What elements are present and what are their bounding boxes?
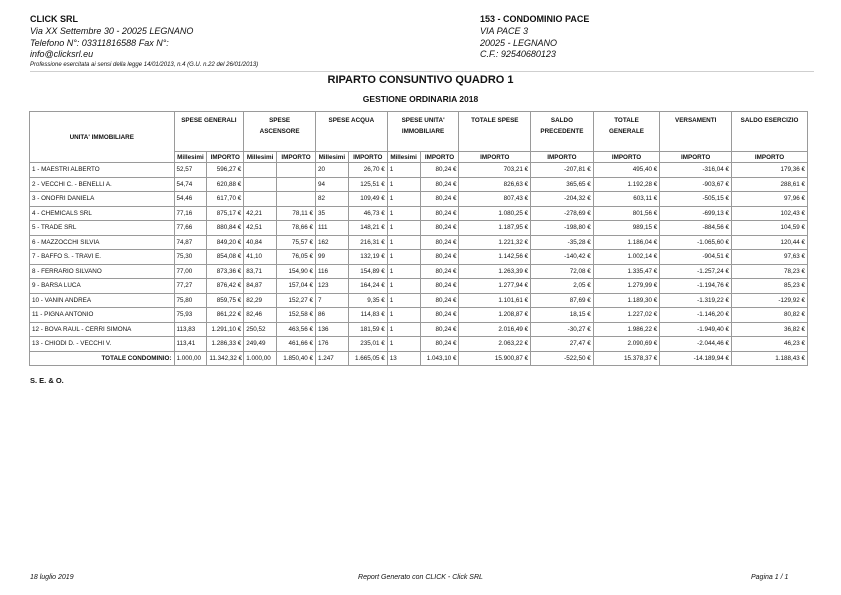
cell-importo: 80,24 € — [420, 192, 459, 207]
cell-saldo-precedente: 72,08 € — [531, 264, 594, 279]
cell-importo: 80,24 € — [420, 322, 459, 337]
total-versamenti: -14.189,94 € — [660, 351, 732, 366]
cell-millesimi: 1 — [387, 235, 420, 250]
cell-millesimi: 41,10 — [244, 250, 277, 265]
condo-block — [480, 14, 589, 61]
cell-saldo-precedente: -207,81 € — [531, 163, 594, 178]
col-totale-generale-header — [593, 112, 660, 152]
cell-importo — [277, 192, 316, 207]
cell-importo: 1.291,10 € — [207, 322, 244, 337]
cell-importo: 80,24 € — [420, 337, 459, 352]
total-importo: 1.043,10 € — [420, 351, 459, 366]
cell-importo: 80,24 € — [420, 221, 459, 236]
cell-saldo-precedente: 27,47 € — [531, 337, 594, 352]
table-row — [30, 206, 808, 221]
table-total-row — [30, 351, 808, 366]
cell-saldo-esercizio: 97,96 € — [732, 192, 808, 207]
cell-saldo-precedente: -204,32 € — [531, 192, 594, 207]
cell-importo: 80,24 € — [420, 163, 459, 178]
subheader-importo: IMPORTO — [459, 152, 531, 163]
cell-totale-spese: 703,21 € — [459, 163, 531, 178]
company-name: CLICK SRL — [30, 14, 78, 24]
condo-city: 20025 - LEGNANO — [480, 37, 558, 48]
cell-importo: 80,24 € — [420, 177, 459, 192]
cell-versamenti: -1.065,60 € — [660, 235, 732, 250]
table-row — [30, 279, 808, 294]
cell-totale-spese: 1.208,87 € — [459, 308, 531, 323]
cell-totale-generale: 1.189,30 € — [593, 293, 660, 308]
subheader-millesimi: Millesimi — [387, 152, 420, 163]
cell-millesimi: 1 — [387, 163, 420, 178]
cell-saldo-precedente: 87,69 € — [531, 293, 594, 308]
cell-totale-spese: 826,63 € — [459, 177, 531, 192]
cell-saldo-precedente: 18,15 € — [531, 308, 594, 323]
subheader-importo: IMPORTO — [348, 152, 387, 163]
cell-importo: 78,66 € — [277, 221, 316, 236]
cell-importo: 620,88 € — [207, 177, 244, 192]
table-row — [30, 177, 808, 192]
table-body — [30, 163, 808, 366]
cell-saldo-esercizio: 104,59 € — [732, 221, 808, 236]
cell-importo: 463,56 € — [277, 322, 316, 337]
cell-importo: 26,70 € — [348, 163, 387, 178]
cell-unit: 5 - TRADE SRL — [30, 221, 175, 236]
cell-importo: 80,24 € — [420, 264, 459, 279]
company-email: info@clicksrl.eu — [30, 49, 94, 60]
total-importo: 11.342,32 € — [207, 351, 244, 366]
company-legal-note: Professione esercitata ai sensi della legge 14/01/2013, n.4 (G.U. n.22 del 26/01/2013) — [30, 62, 259, 69]
cell-versamenti: -1.146,20 € — [660, 308, 732, 323]
table-row — [30, 264, 808, 279]
col-spese-generali-header: SPESE GENERALI — [174, 112, 244, 152]
cell-saldo-esercizio: 288,61 € — [732, 177, 808, 192]
cell-importo: 46,73 € — [348, 206, 387, 221]
report-title: RIPARTO CONSUNTIVO QUADRO 1 — [327, 74, 514, 86]
cell-millesimi: 116 — [315, 264, 348, 279]
table-header-row — [30, 112, 808, 152]
total-millesimi: 13 — [387, 351, 420, 366]
cell-saldo-precedente: -198,80 € — [531, 221, 594, 236]
cell-importo: 876,42 € — [207, 279, 244, 294]
cell-saldo-esercizio: 120,44 € — [732, 235, 808, 250]
cell-totale-generale: 603,11 € — [593, 192, 660, 207]
cell-millesimi: 75,93 — [174, 308, 207, 323]
cell-versamenti: -884,56 € — [660, 221, 732, 236]
cell-totale-generale: 1.986,22 € — [593, 322, 660, 337]
cell-millesimi: 249,49 — [244, 337, 277, 352]
cell-importo: 181,59 € — [348, 322, 387, 337]
cell-millesimi: 176 — [315, 337, 348, 352]
cell-millesimi: 1 — [387, 221, 420, 236]
cell-totale-spese: 1.187,95 € — [459, 221, 531, 236]
cell-saldo-esercizio: 78,23 € — [732, 264, 808, 279]
cell-importo: 157,04 € — [277, 279, 316, 294]
col-spese-acqua-header: SPESE ACQUA — [315, 112, 387, 152]
subheader-importo: IMPORTO — [277, 152, 316, 163]
saldo-line1: SALDO — [550, 117, 573, 124]
cell-millesimi: 75,80 — [174, 293, 207, 308]
cell-millesimi: 1 — [387, 177, 420, 192]
cell-millesimi: 250,52 — [244, 322, 277, 337]
table-row — [30, 293, 808, 308]
cell-millesimi: 1 — [387, 264, 420, 279]
total-millesimi: 1.000,00 — [174, 351, 207, 366]
cell-millesimi: 20 — [315, 163, 348, 178]
cell-saldo-precedente: -35,28 € — [531, 235, 594, 250]
cell-totale-generale: 1.186,04 € — [593, 235, 660, 250]
cell-importo: 873,36 € — [207, 264, 244, 279]
cell-millesimi: 54,46 — [174, 192, 207, 207]
footer-generated-by: Report Generato con CLICK - Click SRL — [358, 574, 483, 581]
cell-totale-spese: 2.063,22 € — [459, 337, 531, 352]
cell-versamenti: -2.044,46 € — [660, 337, 732, 352]
cell-totale-generale: 2.090,69 € — [593, 337, 660, 352]
total-saldo-precedente: -522,50 € — [531, 351, 594, 366]
cell-importo: 461,66 € — [277, 337, 316, 352]
cell-importo: 75,57 € — [277, 235, 316, 250]
errors-omissions-note: S. E. & O. — [30, 376, 64, 385]
table-row — [30, 322, 808, 337]
cell-versamenti: -903,67 € — [660, 177, 732, 192]
cell-millesimi: 1 — [387, 192, 420, 207]
total-totale-generale: 15.378,37 € — [593, 351, 660, 366]
condo-tax-code: C.F.: 92540680123 — [480, 49, 556, 60]
cell-saldo-esercizio: 80,82 € — [732, 308, 808, 323]
total-saldo-esercizio: 1.188,43 € — [732, 351, 808, 366]
cell-importo: 152,58 € — [277, 308, 316, 323]
cell-millesimi: 86 — [315, 308, 348, 323]
cell-importo: 1.286,33 € — [207, 337, 244, 352]
cell-unit: 1 - MAESTRI ALBERTO — [30, 163, 175, 178]
allocation-table — [29, 111, 808, 366]
cell-importo: 80,24 € — [420, 293, 459, 308]
cell-importo: 152,27 € — [277, 293, 316, 308]
company-address: Via XX Settembre 30 - 20025 LEGNANO — [30, 25, 194, 36]
cell-totale-generale: 1.279,99 € — [593, 279, 660, 294]
cell-millesimi: 136 — [315, 322, 348, 337]
cell-unit: 11 - PIGNA ANTONIO — [30, 308, 175, 323]
totale-generale-line1: TOTALE — [614, 117, 639, 124]
cell-versamenti: -1.949,40 € — [660, 322, 732, 337]
cell-importo: 80,24 € — [420, 279, 459, 294]
cell-totale-spese: 1.277,94 € — [459, 279, 531, 294]
cell-versamenti: -505,15 € — [660, 192, 732, 207]
cell-millesimi: 77,00 — [174, 264, 207, 279]
spese-ascensore-line1: SPESE — [269, 117, 291, 124]
subheader-importo: IMPORTO — [420, 152, 459, 163]
cell-millesimi: 52,57 — [174, 163, 207, 178]
total-millesimi: 1.000,00 — [244, 351, 277, 366]
cell-millesimi — [244, 163, 277, 178]
table-row — [30, 250, 808, 265]
subheader-millesimi: Millesimi — [174, 152, 207, 163]
cell-importo: 109,49 € — [348, 192, 387, 207]
cell-saldo-esercizio: -129,92 € — [732, 293, 808, 308]
cell-importo — [277, 177, 316, 192]
cell-saldo-esercizio: 36,82 € — [732, 322, 808, 337]
subheader-millesimi: Millesimi — [315, 152, 348, 163]
spese-ascensore-line2: ASCENSORE — [259, 128, 300, 135]
cell-millesimi: 113,41 — [174, 337, 207, 352]
cell-unit: 2 - VECCHI C. - BENELLI A. — [30, 177, 175, 192]
cell-totale-generale: 989,15 € — [593, 221, 660, 236]
cell-saldo-precedente: -30,27 € — [531, 322, 594, 337]
cell-versamenti: -316,04 € — [660, 163, 732, 178]
subheader-importo: IMPORTO — [531, 152, 594, 163]
cell-importo: 80,24 € — [420, 308, 459, 323]
cell-totale-spese: 1.080,25 € — [459, 206, 531, 221]
cell-saldo-precedente: 2,05 € — [531, 279, 594, 294]
subheader-importo: IMPORTO — [660, 152, 732, 163]
cell-versamenti: -1.319,22 € — [660, 293, 732, 308]
cell-unit: 6 - MAZZOCCHI SILVIA — [30, 235, 175, 250]
cell-importo: 76,05 € — [277, 250, 316, 265]
subheader-importo: IMPORTO — [207, 152, 244, 163]
cell-millesimi: 113,83 — [174, 322, 207, 337]
total-millesimi: 1.247 — [315, 351, 348, 366]
cell-importo: 80,24 € — [420, 235, 459, 250]
condo-street: VIA PACE 3 — [480, 25, 529, 36]
cell-importo: 9,35 € — [348, 293, 387, 308]
cell-millesimi: 82,46 — [244, 308, 277, 323]
col-spese-ascensore-header — [244, 112, 316, 152]
table-row — [30, 337, 808, 352]
cell-importo: 216,31 € — [348, 235, 387, 250]
cell-importo: 164,24 € — [348, 279, 387, 294]
cell-unit: 7 - BAFFO S. - TRAVI E. — [30, 250, 175, 265]
header-divider — [30, 71, 814, 72]
cell-millesimi: 99 — [315, 250, 348, 265]
cell-totale-spese: 1.101,61 € — [459, 293, 531, 308]
cell-importo: 114,83 € — [348, 308, 387, 323]
footer-date: 18 luglio 2019 — [30, 574, 74, 581]
cell-unit: 4 - CHEMICALS SRL — [30, 206, 175, 221]
cell-millesimi: 7 — [315, 293, 348, 308]
cell-saldo-esercizio: 102,43 € — [732, 206, 808, 221]
cell-millesimi: 1 — [387, 206, 420, 221]
totale-generale-line2: GENERALE — [609, 128, 644, 135]
cell-millesimi: 42,21 — [244, 206, 277, 221]
col-unit-header: UNITA' IMMOBILIARE — [30, 112, 175, 163]
cell-importo: 849,20 € — [207, 235, 244, 250]
cell-millesimi — [244, 192, 277, 207]
cell-unit: 8 - FERRARIO SILVANO — [30, 264, 175, 279]
cell-saldo-esercizio: 179,36 € — [732, 163, 808, 178]
cell-importo: 80,24 € — [420, 206, 459, 221]
cell-millesimi: 74,87 — [174, 235, 207, 250]
subheader-importo: IMPORTO — [732, 152, 808, 163]
cell-totale-generale: 1.002,14 € — [593, 250, 660, 265]
total-importo: 1.665,05 € — [348, 351, 387, 366]
company-phone-fax: Telefono N°: 03311816588 Fax N°: — [30, 37, 169, 48]
cell-importo: 854,08 € — [207, 250, 244, 265]
cell-totale-generale: 1.192,28 € — [593, 177, 660, 192]
cell-importo — [277, 163, 316, 178]
cell-versamenti: -1.194,76 € — [660, 279, 732, 294]
cell-millesimi: 1 — [387, 293, 420, 308]
cell-millesimi — [244, 177, 277, 192]
cell-millesimi: 111 — [315, 221, 348, 236]
cell-importo: 859,75 € — [207, 293, 244, 308]
col-versamenti-header: VERSAMENTI — [660, 112, 732, 152]
cell-millesimi: 1 — [387, 322, 420, 337]
cell-importo: 596,27 € — [207, 163, 244, 178]
cell-totale-spese: 807,43 € — [459, 192, 531, 207]
cell-millesimi: 77,66 — [174, 221, 207, 236]
cell-unit: 3 - ONOFRI DANIELA — [30, 192, 175, 207]
subheader-importo: IMPORTO — [593, 152, 660, 163]
cell-importo: 861,22 € — [207, 308, 244, 323]
condo-name: 153 - CONDOMINIO PACE — [480, 14, 590, 24]
col-spese-unita-header — [387, 112, 459, 152]
total-label: TOTALE CONDOMINIO: — [30, 351, 175, 366]
cell-unit: 12 - BOVA RAUL - CERRI SIMONA — [30, 322, 175, 337]
cell-importo: 125,51 € — [348, 177, 387, 192]
col-saldo-esercizio-header: SALDO ESERCIZIO — [732, 112, 808, 152]
cell-importo: 880,84 € — [207, 221, 244, 236]
cell-importo: 154,89 € — [348, 264, 387, 279]
saldo-line2: PRECEDENTE — [540, 128, 584, 135]
cell-totale-spese: 1.263,39 € — [459, 264, 531, 279]
table-row — [30, 235, 808, 250]
cell-millesimi: 35 — [315, 206, 348, 221]
cell-importo: 617,70 € — [207, 192, 244, 207]
cell-saldo-precedente: -140,42 € — [531, 250, 594, 265]
cell-saldo-esercizio: 85,23 € — [732, 279, 808, 294]
cell-unit: 10 - VANIN ANDREA — [30, 293, 175, 308]
cell-millesimi: 1 — [387, 337, 420, 352]
cell-totale-generale: 1.227,02 € — [593, 308, 660, 323]
cell-versamenti: -699,13 € — [660, 206, 732, 221]
cell-millesimi: 77,16 — [174, 206, 207, 221]
cell-totale-generale: 801,56 € — [593, 206, 660, 221]
subheader-millesimi: Millesimi — [244, 152, 277, 163]
table-row — [30, 221, 808, 236]
spese-unita-line2: IMMOBILIARE — [401, 128, 445, 135]
cell-totale-generale: 1.335,47 € — [593, 264, 660, 279]
cell-saldo-precedente: 365,65 € — [531, 177, 594, 192]
cell-millesimi: 83,71 — [244, 264, 277, 279]
cell-millesimi: 54,74 — [174, 177, 207, 192]
spese-unita-line1: SPESE UNITA' — [401, 117, 445, 124]
total-totale-spese: 15.900,87 € — [459, 351, 531, 366]
report-subtitle: GESTIONE ORDINARIA 2018 — [362, 94, 479, 104]
cell-totale-spese: 1.142,56 € — [459, 250, 531, 265]
col-totale-spese-header: TOTALE SPESE — [459, 112, 531, 152]
cell-versamenti: -904,51 € — [660, 250, 732, 265]
cell-millesimi: 40,84 — [244, 235, 277, 250]
table-row — [30, 163, 808, 178]
cell-importo: 154,90 € — [277, 264, 316, 279]
cell-millesimi: 1 — [387, 279, 420, 294]
cell-millesimi: 42,51 — [244, 221, 277, 236]
cell-importo: 235,01 € — [348, 337, 387, 352]
cell-millesimi: 1 — [387, 308, 420, 323]
cell-saldo-esercizio: 97,63 € — [732, 250, 808, 265]
cell-saldo-esercizio: 46,23 € — [732, 337, 808, 352]
cell-totale-spese: 2.016,49 € — [459, 322, 531, 337]
cell-totale-spese: 1.221,32 € — [459, 235, 531, 250]
cell-importo: 148,21 € — [348, 221, 387, 236]
cell-millesimi: 162 — [315, 235, 348, 250]
cell-importo: 80,24 € — [420, 250, 459, 265]
cell-unit: 13 - CHIODI D. - VECCHI V. — [30, 337, 175, 352]
cell-millesimi: 123 — [315, 279, 348, 294]
cell-unit: 9 - BARSA LUCA — [30, 279, 175, 294]
cell-importo: 78,11 € — [277, 206, 316, 221]
col-saldo-precedente-header — [531, 112, 594, 152]
footer-page-number: Pagina 1 / 1 — [751, 574, 789, 581]
cell-millesimi: 84,87 — [244, 279, 277, 294]
cell-millesimi: 1 — [387, 250, 420, 265]
table-row — [30, 308, 808, 323]
cell-millesimi: 82 — [315, 192, 348, 207]
table-row — [30, 192, 808, 207]
cell-millesimi: 94 — [315, 177, 348, 192]
cell-totale-generale: 495,40 € — [593, 163, 660, 178]
company-block — [30, 14, 258, 70]
cell-versamenti: -1.257,24 € — [660, 264, 732, 279]
cell-importo: 132,19 € — [348, 250, 387, 265]
cell-millesimi: 75,30 — [174, 250, 207, 265]
cell-saldo-precedente: -278,69 € — [531, 206, 594, 221]
total-importo: 1.850,40 € — [277, 351, 316, 366]
cell-millesimi: 82,29 — [244, 293, 277, 308]
cell-millesimi: 77,27 — [174, 279, 207, 294]
cell-importo: 875,17 € — [207, 206, 244, 221]
